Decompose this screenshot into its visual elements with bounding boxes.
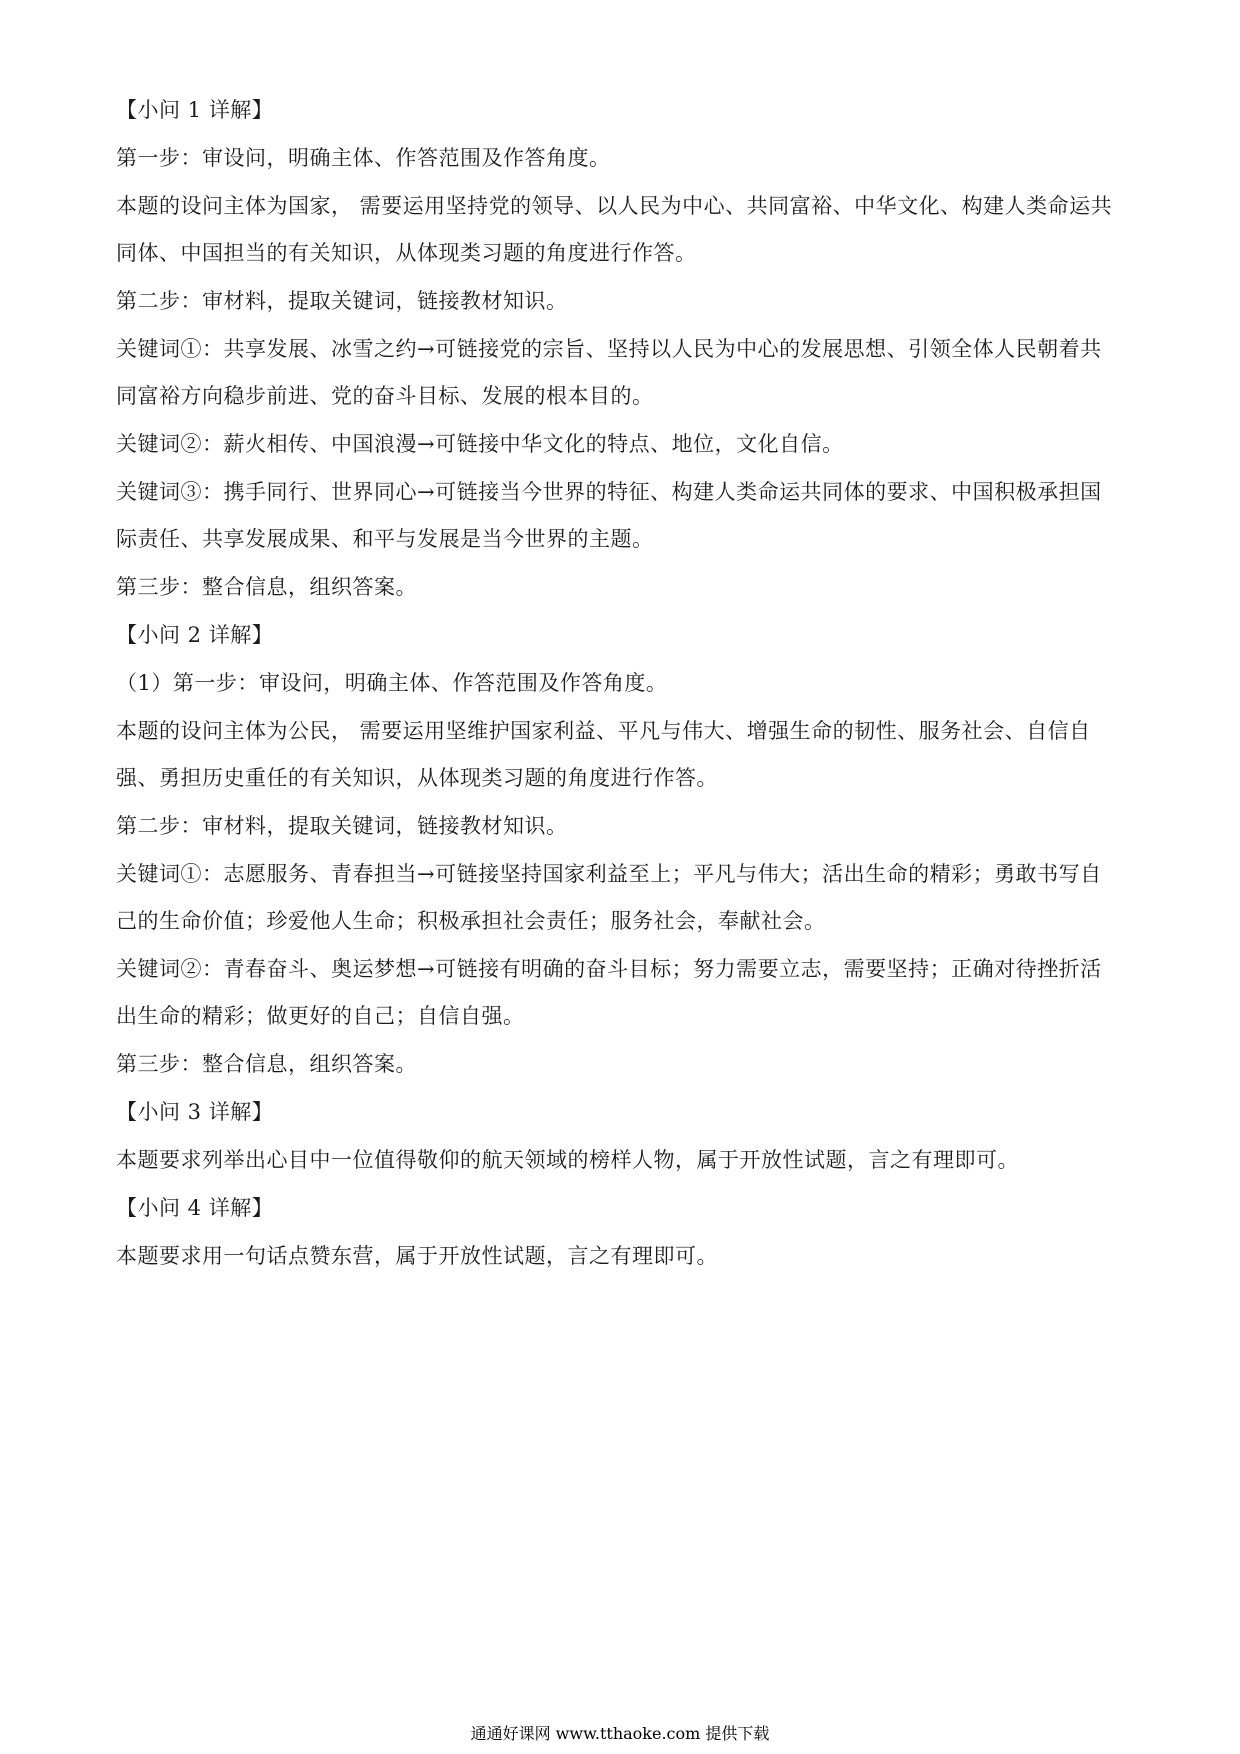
keyword-line: 际责任、共享发展成果、和平与发展是当今世界的主题。 bbox=[116, 527, 654, 551]
keyword-line: 关键词①：志愿服务、青春担当→可链接坚持国家利益至上；平凡与伟大；活出生命的精彩；勇敢书写自 bbox=[116, 862, 1102, 886]
step-one-line: 第一步：审设问，明确主体、作答范围及作答角度。 bbox=[116, 146, 611, 170]
keyword-line: 同富裕方向稳步前进、党的奋斗目标、发展的根本目的。 bbox=[116, 384, 654, 408]
keyword-line: 关键词①：共享发展、冰雪之约→可链接党的宗旨、坚持以人民为中心的发展思想、引领全体人民朝着共 bbox=[116, 337, 1102, 361]
step-two-line: 第二步：审材料，提取关键词，链接教材知识。 bbox=[116, 289, 568, 313]
paragraph-line: 本题要求列举出心目中一位值得敬仰的航天领域的榜样人物，属于开放性试题，言之有理即可。 bbox=[116, 1148, 1019, 1172]
keyword-line: 关键词②：青春奋斗、奥运梦想→可链接有明确的奋斗目标；努力需要立志，需要坚持；正确对待挫折活 bbox=[116, 957, 1102, 981]
step-three-line: 第三步：整合信息，组织答案。 bbox=[116, 575, 417, 599]
step-three-line: 第三步：整合信息，组织答案。 bbox=[116, 1052, 417, 1076]
document-body bbox=[116, 95, 1136, 1271]
paragraph-line: 本题的设问主体为国家， 需要运用坚持党的领导、以人民为中心、共同富裕、中华文化、构建人类命运共 bbox=[116, 194, 1113, 218]
section-heading-q2: 【小问 2 详解】 bbox=[116, 623, 274, 647]
section-heading-q1: 【小问 1 详解】 bbox=[116, 98, 274, 122]
step-one-line: （1）第一步：审设问，明确主体、作答范围及作答角度。 bbox=[116, 671, 668, 695]
keyword-line: 出生命的精彩；做更好的自己；自信自强。 bbox=[116, 1004, 525, 1028]
paragraph-line: 强、勇担历史重任的有关知识，从体现类习题的角度进行作答。 bbox=[116, 766, 718, 790]
paragraph-line: 同体、中国担当的有关知识，从体现类习题的角度进行作答。 bbox=[116, 241, 697, 265]
paragraph-line: 本题的设问主体为公民， 需要运用坚维护国家利益、平凡与伟大、增强生命的韧性、服务社会、自信自 bbox=[116, 719, 1091, 743]
section-heading-q4: 【小问 4 详解】 bbox=[116, 1196, 274, 1220]
paragraph-line: 本题要求用一句话点赞东营，属于开放性试题，言之有理即可。 bbox=[116, 1244, 718, 1268]
keyword-line: 关键词②：薪火相传、中国浪漫→可链接中华文化的特点、地位，文化自信。 bbox=[116, 432, 844, 456]
footer-watermark: 通通好课网 www.tthaoke.com 提供下载 bbox=[470, 1724, 770, 1743]
section-heading-q3: 【小问 3 详解】 bbox=[116, 1100, 274, 1124]
step-two-line: 第二步：审材料，提取关键词，链接教材知识。 bbox=[116, 814, 568, 838]
keyword-line: 己的生命价值；珍爱他人生命；积极承担社会责任；服务社会，奉献社会。 bbox=[116, 909, 826, 933]
keyword-line: 关键词③：携手同行、世界同心→可链接当今世界的特征、构建人类命运共同体的要求、中国积极承担国 bbox=[116, 480, 1102, 504]
